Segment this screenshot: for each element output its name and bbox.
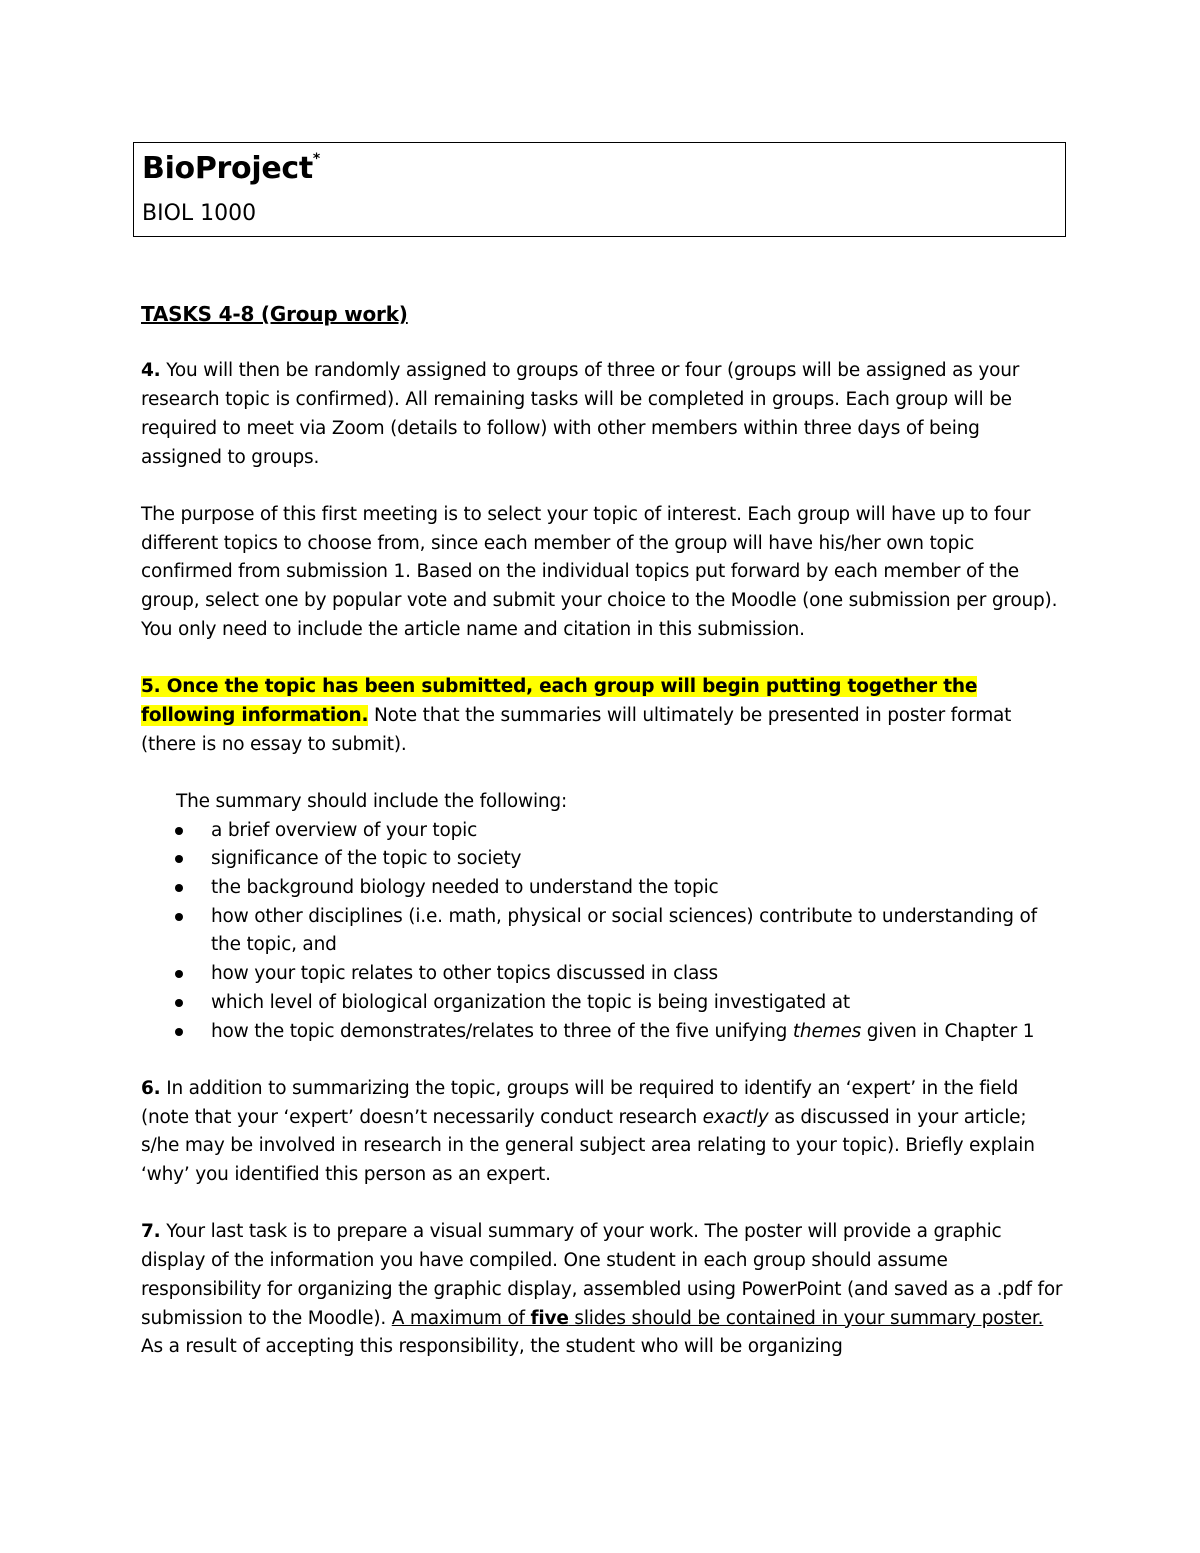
purpose-paragraph: The purpose of this first meeting is to select your topic of interest. Each group will have up to four different topics to choose from, since each member of the group will have his/her own topic confirmed from submission 1. Based on the individual topics put forward by each member of the group, select one by popular vote and submit your choice to the Moodle (one submission per group). You only need to include the article name and citation in this submission. [141, 503, 1058, 640]
list-item: the background biology needed to understand the topic [211, 874, 1066, 903]
bullet-icon [175, 913, 183, 921]
list-item: significance of the topic to society [211, 845, 1066, 874]
bullet-icon [175, 827, 183, 835]
document-title: BioProject* [142, 151, 320, 186]
list-item: a brief overview of your topic [211, 817, 1066, 846]
bullet-icon [175, 970, 183, 978]
course-code: BIOL 1000 [142, 201, 257, 226]
list-item: how your topic relates to other topics discussed in class [211, 960, 1066, 989]
task-6-number: 6. [141, 1077, 161, 1099]
title-footnote-mark: * [312, 151, 320, 167]
summary-intro: The summary should include the following: [176, 790, 567, 812]
list-item: how other disciplines (i.e. math, physical or social sciences) contribute to understanding of the topic, and [211, 903, 1066, 960]
summary-list [141, 817, 1066, 1047]
task-6-paragraph: 6. In addition to summarizing the topic, groups will be required to identify an ‘expert’ in the field (note that your ‘expert’ doesn’t necessarily conduct research exactly as discussed in your article; s/he may be involved in research in the general subject area relating to your topic). Briefly explain ‘why’ you identified this person as an expert. [141, 1077, 1035, 1186]
document-body [141, 300, 1066, 1362]
list-item: how the topic demonstrates/relates to three of the five unifying themes given in Chapter 1 [211, 1018, 1066, 1047]
list-item: which level of biological organization the topic is being investigated at [211, 989, 1066, 1018]
task-5-paragraph: 5. Once the topic has been submitted, each group will begin putting together the following information. Note that the summaries will ultimately be presented in poster format (there is no essay to submit). [141, 676, 1012, 755]
task-4-paragraph: 4. You will then be randomly assigned to groups of three or four (groups will be assigned as your research topic is confirmed). All remaining tasks will be completed in groups. Each group will be required to meet via Zoom (details to follow) with other members within three days of being assigned to groups. [141, 360, 1020, 468]
bullet-icon [175, 884, 183, 892]
slide-limit-note: A maximum of five slides should be contained in your summary poster. [391, 1307, 1044, 1329]
task-5-highlight: 5. Once the topic has been submitted, each group will begin putting together the following information. [141, 676, 978, 726]
bullet-icon [175, 1028, 183, 1036]
task-7-number: 7. [141, 1221, 161, 1243]
bullet-icon [175, 855, 183, 863]
task-4-number: 4. [141, 360, 161, 382]
title-box [133, 142, 1066, 237]
bullet-icon [175, 999, 183, 1007]
task-7-paragraph: 7. Your last task is to prepare a visual summary of your work. The poster will provide a graphic display of the information you have compiled. One student in each group should assume responsibility for organizing the graphic display, assembled using PowerPoint (and saved as a .pdf for submission to the Moodle). A maximum of five slides should be contained in your summary poster. As a result of accepting this responsibility, the student who will be organizing [141, 1221, 1063, 1358]
tasks-heading: TASKS 4-8 (Group work) [141, 302, 408, 326]
